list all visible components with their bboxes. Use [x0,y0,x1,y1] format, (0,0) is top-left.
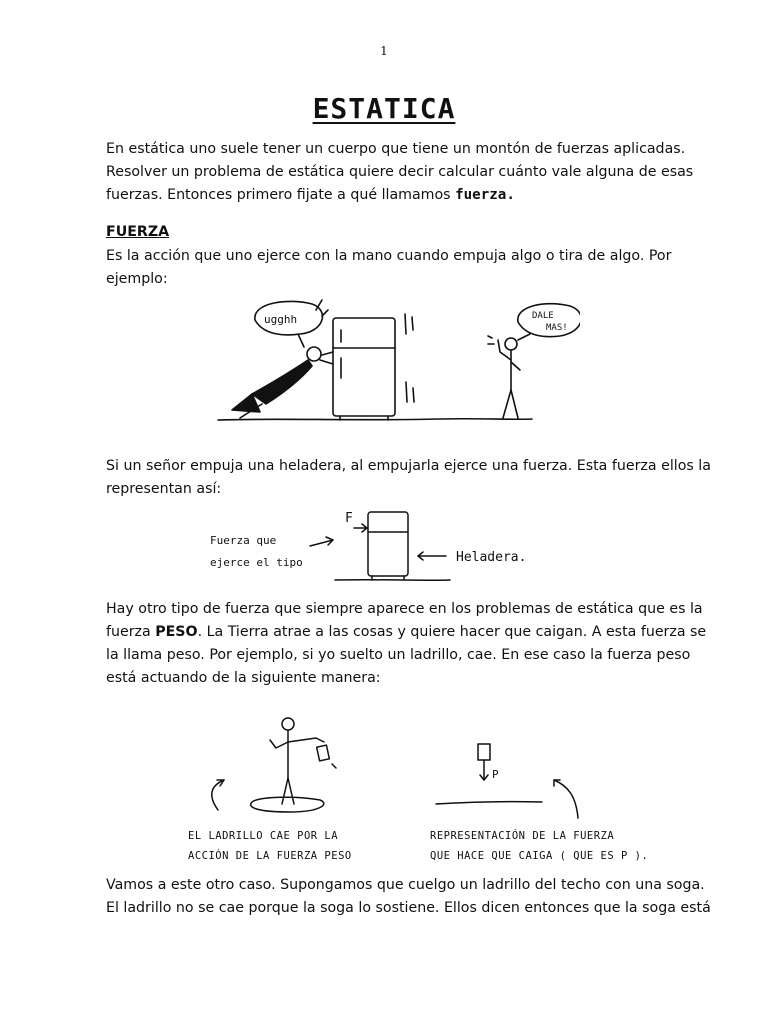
caption-left [188,826,352,866]
caption-left-line1: EL LADRILLO CAE POR LA [188,830,339,842]
peso-bold-term: PESO [155,624,198,640]
fuerza-definition: Es la acción que uno ejerce con la mano cuando empuja algo o tira de algo. Por ejemplo: [106,248,672,287]
caption-right [430,826,648,866]
bubble-left-text: ugghh [264,313,298,326]
force-caption-line1: Fuerza que [210,534,277,547]
caption-right-line1: REPRESENTACIÓN DE LA FUERZA [430,830,615,842]
page-number: 1 [380,44,388,58]
caption-left-line2: ACCIÓN DE LA FUERZA PESO [188,850,352,862]
ground-line [436,802,542,804]
bubble-right-text-2: MAS! [546,323,568,333]
figure-pushing-fridge [200,292,580,432]
peso-text-after: . La Tierra atrae a las cosas y quiere hacer que caigan. A esta fuerza se la llama peso. Por ejemplo, si yo suelto un ladrillo, cae. En ese caso la fuerza peso está actuando de la siguiente manera: [106,624,707,686]
caption-right-line2: QUE HACE QUE CAIGA ( QUE ES P ). [430,850,649,862]
section-heading-fuerza: FUERZA [106,224,170,240]
peso-text-before: Hay otro tipo de fuerza que siempre aparece en los problemas de estática que es la fuerza [106,601,703,640]
force-label: F [345,511,353,526]
figure-weight-force [190,700,610,820]
falling-brick [317,745,330,761]
fridge-label: Heladera. [456,550,527,565]
ground-puddle [251,797,324,812]
weight-label: P [492,768,499,781]
pusher-body [252,360,312,404]
page-title: ESTATICA [312,92,456,125]
force-caption-line2: ejerce el tipo [210,556,303,569]
final-paragraph: Vamos a este otro caso. Supongamos que cuelgo un ladrillo del techo con una soga. El ladrillo no se cae porque la soga lo sostiene. Ellos dicen entonces que la soga está [106,877,711,916]
ground-line [335,580,450,581]
intro-text: En estática uno suele tener un cuerpo que tiene un montón de fuerzas aplicadas. Resolver un problema de estática quiere decir calcular cuánto vale alguna de esas fuerzas. Entonces primero fijate a qué llamamos [106,141,694,203]
intro-paragraph [106,138,716,207]
fridge-shape [368,512,408,576]
curved-arrow-left [212,780,224,810]
ground-line [218,419,532,420]
fridge-shape [333,318,395,416]
figure-force-diagram [200,506,540,586]
bubble-right-text-1: DALE [532,311,554,321]
brick-box [478,744,490,760]
peso-paragraph [106,598,716,690]
curved-arrow-right [554,780,578,818]
intro-bold-term: fuerza. [455,187,515,203]
heladera-paragraph: Si un señor empuja una heladera, al empujarla ejerce una fuerza. Esta fuerza ellos la representan así: [106,458,711,497]
